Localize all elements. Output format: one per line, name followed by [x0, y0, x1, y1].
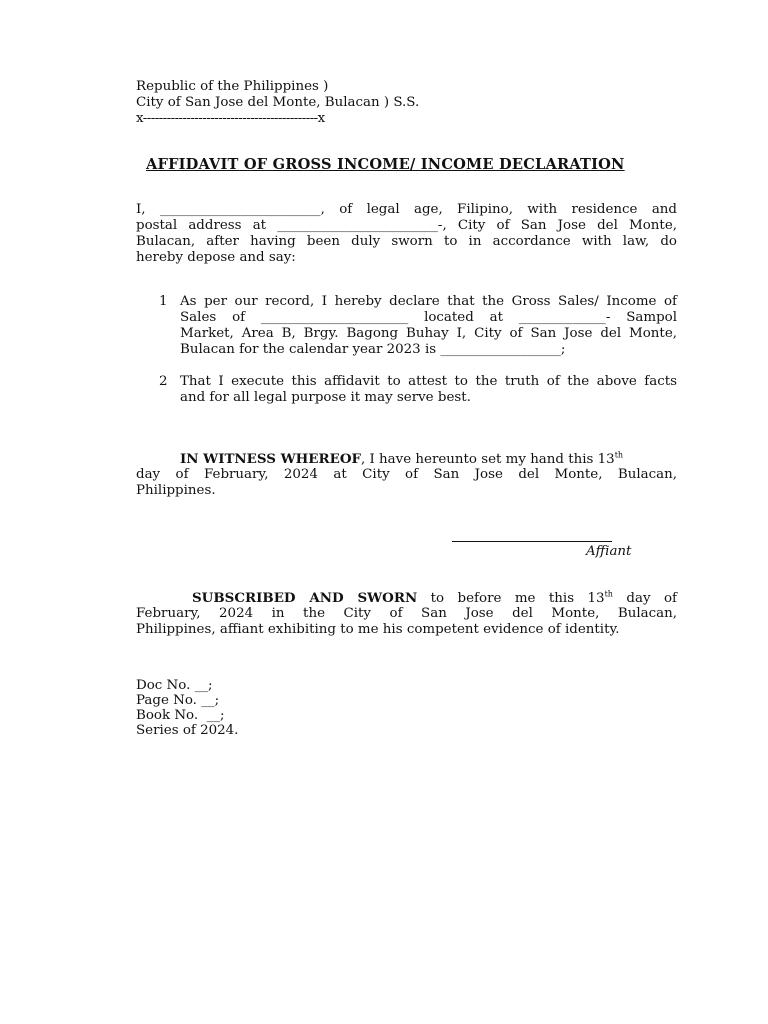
witness-line-1-text: , I have hereunto set my hand this 13 [361, 452, 615, 467]
venue-divider: x--------------------------------------------x [136, 111, 325, 126]
intro-line-3: Bulacan, after having been duly sworn to in accordance with law, do [136, 234, 677, 249]
subscribed-line-2: February, 2024 in the City of San Jose del Monte, Bulacan, [136, 606, 677, 621]
subscribed-line-1-end: day of [612, 591, 677, 606]
subscribed-superscript: th [604, 589, 613, 599]
item-2-line-2: and for all legal purpose it may serve best. [180, 390, 471, 405]
intro-line-2: postal address at ________________________-, City of San Jose del Monte, [136, 218, 677, 233]
subscribed-heading: SUBSCRIBED AND SWORN [192, 590, 418, 606]
witness-heading: IN WITNESS WHEREOF [180, 451, 361, 467]
item-1-line-3: Market, Area B, Brgy. Bagong Buhay I, City of San Jose del Monte, [180, 326, 677, 341]
item-number-2: 2 [159, 374, 168, 389]
book-number: Book No. __; [136, 708, 225, 723]
item-number-1: 1 [159, 294, 168, 309]
venue-city: City of San Jose del Monte, Bulacan ) S.S. [136, 95, 420, 110]
affiant-label: Affiant [586, 544, 632, 559]
witness-line-1 [180, 451, 623, 468]
witness-superscript: th [614, 450, 624, 460]
intro-line-1: I, ________________________, of legal age, Filipino, with residence and [136, 202, 677, 217]
subscribed-line-1-text: to before me this 13 [417, 591, 605, 606]
subscribed-line-3: Philippines, affiant exhibiting to me his competent evidence of identity. [136, 622, 620, 637]
item-1-line-2: Sales of ______________________ located at _____________- Sampol [180, 310, 677, 325]
page-number: Page No. __; [136, 693, 220, 708]
signature-line [452, 541, 612, 542]
doc-number: Doc No. __; [136, 678, 213, 693]
document-title: AFFIDAVIT OF GROSS INCOME/ INCOME DECLARATION [146, 156, 625, 173]
subscribed-line-1 [192, 590, 677, 607]
series-year: Series of 2024. [136, 723, 239, 738]
witness-line-2: day of February, 2024 at City of San Jose del Monte, Bulacan, [136, 467, 677, 482]
intro-line-4: hereby depose and say: [136, 250, 296, 265]
venue-country: Republic of the Philippines ) [136, 79, 329, 94]
item-1-line-1: As per our record, I hereby declare that the Gross Sales/ Income of [180, 294, 677, 309]
witness-line-3: Philippines. [136, 483, 216, 498]
item-2-line-1: That I execute this affidavit to attest to the truth of the above facts [180, 374, 677, 389]
item-1-line-4: Bulacan for the calendar year 2023 is __________________; [180, 342, 566, 357]
